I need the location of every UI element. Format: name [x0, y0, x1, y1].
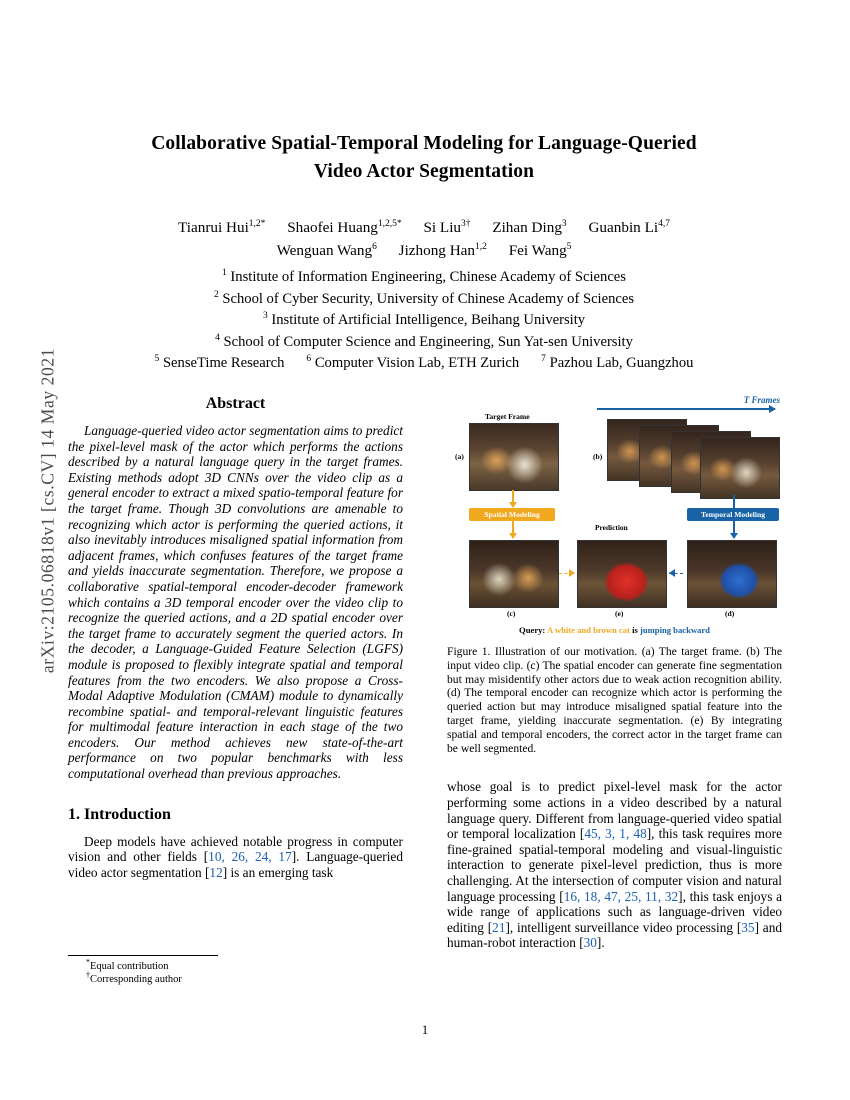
temporal-connector-arrow	[730, 533, 738, 539]
target-frame-label: Target Frame	[485, 412, 530, 421]
panel-video-clip-frame-4	[700, 437, 780, 499]
clip-frame-image	[701, 438, 779, 498]
author-entry: Shaofei Huang$^{1,2,5*}$	[287, 218, 402, 236]
spatial-modeling-badge: Spatial Modeling	[469, 508, 555, 521]
author-entry: Si Liu$^{3\dagger}$	[423, 218, 471, 236]
citation-group[interactable]: 30	[583, 935, 597, 951]
author-entry: Wenguan Wang$^6$	[276, 241, 377, 259]
query-prefix: Query:	[519, 625, 546, 635]
affiliation: $^3$ Institute of Artificial Intelligence, Beihang University	[262, 311, 586, 328]
affiliation: $^5$ SenseTime Research $^6$ Computer Vision Lab, ETH Zurich $^7$ Pazhou Lab, Guangzhou	[154, 354, 694, 371]
title-line-2: Video Actor Segmentation	[313, 161, 535, 182]
spatial-result-image	[470, 541, 558, 607]
tag-d: (d)	[725, 609, 735, 618]
paper-head	[68, 130, 780, 375]
section-heading-introduction: 1. Introduction	[68, 805, 171, 823]
author-entry: Guanbin Li$^{4,7}$	[588, 218, 670, 236]
citation-group[interactable]: 45, 3, 1, 48	[584, 826, 647, 842]
left-column	[68, 395, 403, 880]
temporal-connector-line	[733, 495, 735, 508]
temporal-modeling-badge: Temporal Modeling	[687, 508, 779, 521]
citation-group[interactable]: 12	[209, 864, 223, 880]
t-frames-label: T Frames	[743, 395, 780, 405]
citation-group[interactable]: 16, 18, 47, 25, 11, 32	[563, 888, 679, 904]
arxiv-stamp: arXiv:2105.06818v1 [cs.CV] 14 May 2021	[37, 347, 58, 674]
author-row-1	[68, 216, 780, 239]
prediction-label: Prediction	[595, 523, 628, 532]
page-number: 1	[421, 1023, 429, 1037]
footnote-item: †Corresponding author	[86, 970, 182, 985]
right-column	[447, 395, 782, 951]
figure-1-caption: Figure 1. Illustration of our motivation. (a) The target frame. (b) The input video clip. (c) The spatial encoder can generate fine segmentation but may misidentify other actors due to weak action recognition ability. (d) The temporal encoder can recognize which actor is performing the queried action but may introduce misaligned spatial feature into the target frame, yielding inaccurate segmentation. (e) By integrating spatial and temporal encoders, the correct actor in the target frame can be well segmented.	[447, 645, 782, 755]
abstract-heading: Abstract	[205, 395, 266, 412]
spatial-connector-arrow-2	[509, 533, 517, 539]
t-frames-arrow	[597, 408, 775, 410]
tag-a: (a)	[455, 452, 464, 461]
query-middle: is	[632, 625, 638, 635]
panel-temporal-result	[687, 540, 777, 608]
temporal-result-image	[688, 541, 776, 607]
affiliation-list	[68, 267, 780, 375]
panel-target-frame	[469, 423, 559, 491]
abstract-text: Language-queried video actor segmentation aims to predict the pixel-level mask of the actor which performs the actions described by a natural language query in the target frames. Existing methods adopt 3D CNNs over the video clip as a general encoder to extract a mixed spatio-temporal feature for the target frame. Though 3D convolutions are amenable to recognizing which actor is performing the queried actions, it also inevitably introduces misaligned spatial information from adjacent frames, which confuses features of the target frame and yields inaccurate segmentation. Therefore, we propose a collaborative spatial-temporal encoder-decoder framework which contains a 3D temporal encoder over the video clip to recognize the queried actions, and a 2D spatial encoder over the target frame to accurately segment the queried actors. In the decoder, a Language-Guided Feature Selection (LGFS) module is proposed to flexibly integrate spatial and temporal features from the two encoders. We also propose a Cross-Modal Adaptive Modulation (CMAM) module to dynamically recombine spatial- and temporal-relevant linguistic features for multimodal feature interaction in each stage of the two encoders. Our method achieves new state-of-the-art performance on two popular benchmarks with less computational overhead than previous approaches.	[68, 423, 403, 782]
panel-spatial-result	[469, 540, 559, 608]
spatial-to-combined-arrow	[569, 569, 575, 577]
right-paragraph-1: whose goal is to predict pixel-level mask for the actor performing some actions in a video described by a natural language query. Different from language-queried video spatial or temporal localization [45, 3, 1, 48], this task requires more fine-grained spatial-temporal modeling and visual-linguistic interaction to generate pixel-level prediction, thus is more challenging. At the intersection of computer vision and natural language processing [16, 18, 47, 25, 11, 32], this task enjoys a wide range of applications such as language-driven video editing [21], intelligent surveillance video processing [35] and human-robot interaction [30].	[447, 779, 783, 951]
query-temporal-part: jumping backward	[639, 625, 710, 635]
footnote-rule	[68, 955, 218, 956]
panel-combined-result	[577, 540, 667, 608]
citation-group[interactable]: 10, 26, 24, 17	[208, 849, 292, 865]
tag-b: (b)	[593, 452, 603, 461]
citation-group[interactable]: 21	[492, 919, 506, 935]
author-row-2	[68, 239, 780, 262]
tag-e: (e)	[615, 609, 624, 618]
affiliation: $^2$ School of Cyber Security, University of Chinese Academy of Sciences	[213, 289, 635, 307]
query-line	[447, 625, 782, 635]
page-title	[68, 130, 780, 186]
author-entry: Tianrui Hui$^{1,2*}$	[178, 218, 266, 236]
author-entry: Jizhong Han$^{1,2}$	[398, 241, 487, 259]
author-entry: Fei Wang$^5$	[508, 241, 572, 259]
tag-c: (c)	[507, 609, 516, 618]
combined-result-image	[578, 541, 666, 607]
title-line-1: Collaborative Spatial-Temporal Modeling for Language-Queried	[151, 133, 697, 154]
author-entry: Zihan Ding$^3$	[492, 218, 567, 236]
intro-paragraph-1: Deep models have achieved notable progress in computer vision and other fields [10, 26, 24, 17]. Language-queried video actor segmentation [12] is an emerging task	[68, 833, 403, 880]
citation-group[interactable]: 35	[741, 919, 755, 935]
footnote-block	[68, 955, 268, 986]
footnote-item: *Equal contribution	[86, 957, 169, 972]
author-list	[68, 216, 780, 262]
query-spatial-part: A white and brown cat	[547, 625, 630, 635]
affiliation: $^1$ Institute of Information Engineering, Chinese Academy of Sciences	[222, 268, 626, 285]
figure-1	[447, 395, 782, 755]
temporal-to-combined-arrow	[669, 569, 675, 577]
figure-1-graphic	[447, 395, 782, 635]
affiliation: $^4$ School of Computer Science and Engineering, Sun Yat-sen University	[215, 332, 633, 350]
target-frame-image	[470, 424, 558, 490]
